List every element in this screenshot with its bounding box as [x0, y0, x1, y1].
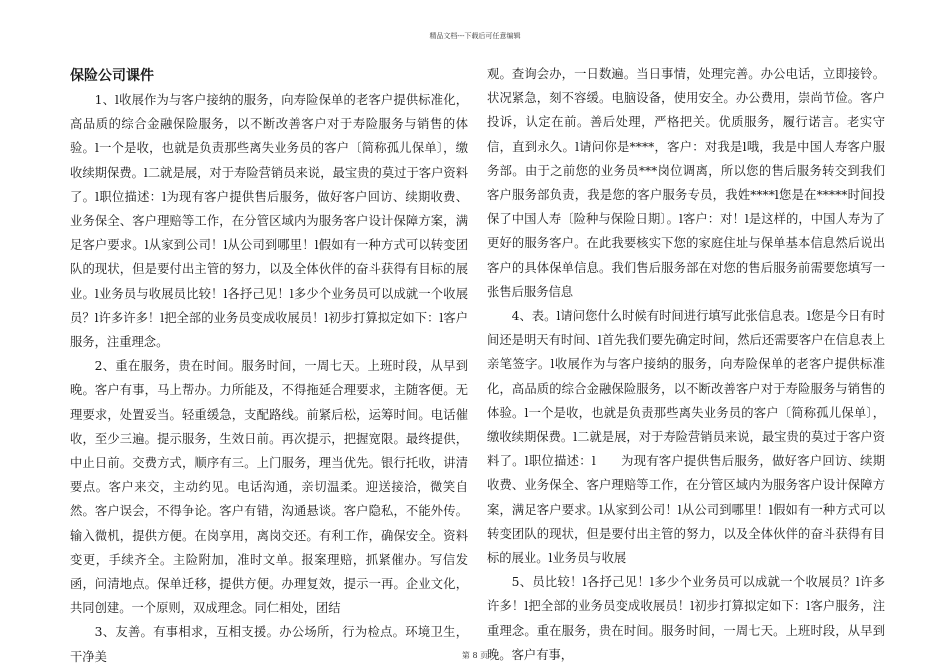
paragraph: 3、友善。有事相求，互相支援。办公场所，行为检点。环境卫生，干净美 — [70, 625, 468, 664]
paragraph: 1、l收展作为与客户接纳的服务，向寿险保单的老客户提供标准化，高品质的综合金融保险服务，以不断改善客户对于寿险服务与销售的体验。l一个是收，也就是负责那些离失业务员的客户〔简称孤儿保单〕，缴收续期保费。l二就是展，对于寿险营销员来说，最宝贵的莫过于客户资料了。l职位描述：l为现有客户提供售后服务，做好客户回访、续期收费、业务保全、客户理赔等工作，在分管区域内为服务客户设计保障方案，满足客户要求。l从家到公司！l从公司到哪里！l假如有一种方式可以转变团队的现状，但是要付出主管的努力，以及全体伙伴的奋斗获得有目标的展业。l业务员与收展员比较！l各抒己见！l多少个业务员可以成就一个收展员？l许多许多！l把全部的业务员变成收展员！l初步打算拟定如下：l客户服务，注重理念。 — [70, 93, 468, 350]
page-header: 精品文档---下载后可任意编辑 — [429, 32, 521, 40]
paragraph: 观。查询会办，一日数遍。当日事情，处理完善。办公电话，立即接铃。状况紧急，刻不容缓。电脑设备，使用安全。办公费用，崇尚节俭。客户投诉，认定在前。善后处理，严格把关。优质服务，履行诺言。老实守信，直到永久。l请问你是****，客户：对我是l哦，我是中国人寿客户服务部。由于之前您的业务员***岗位调离，所以您的售后服务转交到我们客户服务部负责，我是您的客户服务专员，我姓****l您是在*****时间投保了中国人寿〔险种与保险日期〕。l客户：对！l是这样的，中国人寿为了更好的服务客户。在此我要核实下您的家庭住址与保单基本信息然后说出客户的具体保单信息。我们售后服务部在对您的售后服务前需要您填写一张售后服务信息 — [487, 67, 885, 299]
paragraph: 4、表。l请问您什么时候有时间进行填写此张信息表。l您是今日有时间还是明天有时间、l首先我们要先确定时间，然后还需要客户在信息表上亲笔签字。l收展作为与客户接纳的服务，向寿险保单的老客户提供标准化，高品质的综合金融保险服务，以不断改善客户对于寿险服务与销售的体验。l一个是收，也就是负责那些离失业务员的客户〔简称孤儿保单〕，缴收续期保费。l二就是展，对于寿险营销员来说，最宝贵的莫过于客户资料了。l职位描述：l 为现有客户提供售后服务，做好客户回访、续期收费、业务保全、客户理赔等工作，在分管区域内为服务客户设计保障方案，满足客户要求。l从家到公司！l从公司到哪里！l假如有一种方式可以转变团队的现状，但是要付出主管的努力，以及全体伙伴的奋斗获得有目标的展业。l业务员与收展 — [487, 309, 885, 566]
right-column — [487, 62, 885, 662]
left-column — [70, 62, 468, 664]
document-title: 保险公司课件 — [70, 68, 154, 84]
paragraph: 5、员比较！l各抒己见！l多少个业务员可以成就一个收展员？l许多许多！l把全部的业务员变成收展员！l初步打算拟定如下：l客户服务，注重理念。重在服务，贵在时间。服务时间，一周七天。上班时段，从早到晚。客户有事， — [487, 575, 885, 662]
paragraph: 2、重在服务，贵在时间。服务时间，一周七天。上班时段，从早到晚。客户有事，马上帮办。力所能及，不得拖延合理要求，主随客便。无理要求，处置妥当。轻重缓急，支配路线。前紧后松，运筹时间。电话催收，至少三遍。提示服务，生效日前。再次提示，把握宽限。最终提供，中止日前。交费方式，顺序有三。上门服务，理当优先。银行托收，讲清要点。客户来交，主动约见。电话沟通，亲切温柔。迎送接洽，微笑自然。客户误会，不得争论。客户有错，沟通悬谈。客户隐私，不能外传。输入微机，提供方便。在岗享用，离岗交还。有利工作，确保安全。资料变更，手续齐全。主险附加，准时文单。报案理赔，抓紧催办。写信发函，问清地点。保单迁移，提供方便。办理复效，提示一再。企业文化，共同创建。一个原则，双成理念。同仁相处，团结 — [70, 359, 468, 616]
page-number: 第 8 页 — [461, 651, 489, 660]
